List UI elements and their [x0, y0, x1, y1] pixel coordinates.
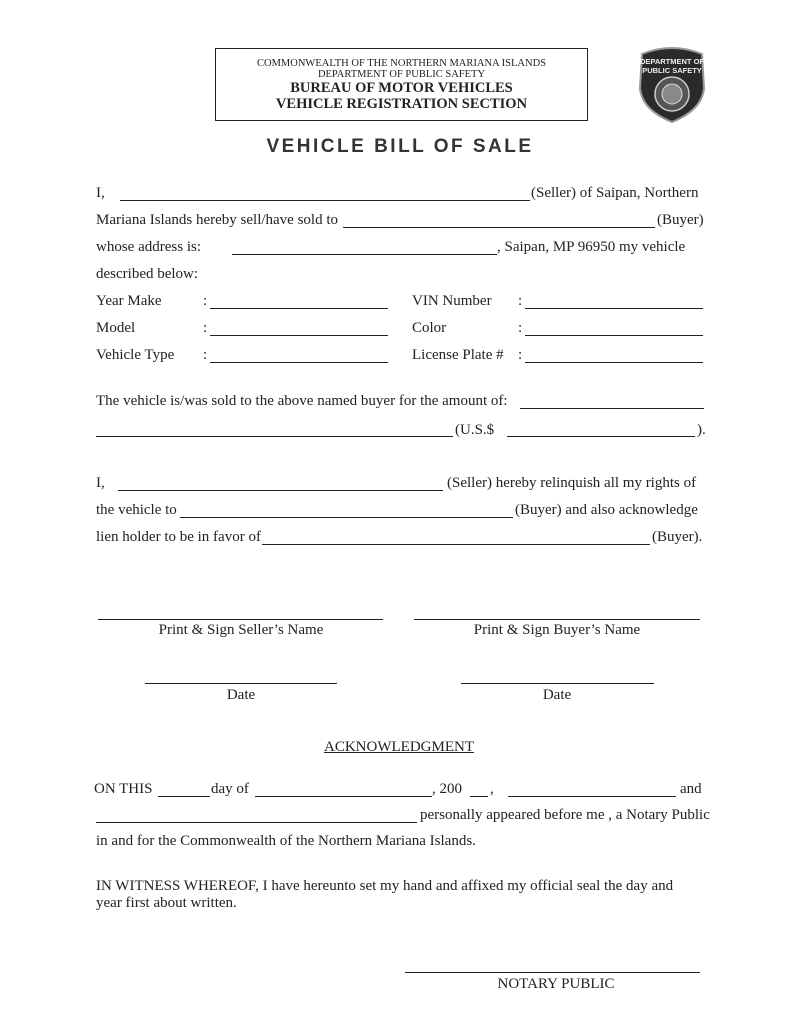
label-model: Model	[96, 320, 136, 336]
lien-holder-field[interactable]	[262, 544, 650, 545]
label-comma: ,	[490, 781, 494, 797]
label-color: Color	[412, 320, 447, 336]
label-amount: The vehicle is/was sold to the above named buyer for the amount of:	[96, 393, 508, 409]
label-license-plate: License Plate #	[412, 347, 504, 363]
day-field[interactable]	[158, 796, 210, 797]
label-i: I,	[96, 185, 105, 201]
relinquish-seller-field[interactable]	[118, 490, 443, 491]
color-field[interactable]	[525, 335, 703, 336]
label-buyer: (Buyer)	[657, 212, 704, 228]
label-usd: (U.S.$	[455, 422, 495, 438]
label-vin: VIN Number	[412, 293, 492, 309]
label-date: Date	[542, 687, 572, 703]
amount-words-field[interactable]	[96, 436, 453, 437]
appearing-party-field[interactable]	[508, 796, 676, 797]
label-year-make: Year Make	[96, 293, 162, 309]
label-on-this: ON THIS	[94, 781, 153, 797]
buyer-name-field[interactable]	[343, 227, 655, 228]
label-commonwealth: in and for the Commonwealth of the Northern Mariana Islands.	[96, 833, 476, 849]
label-date: Date	[226, 687, 256, 703]
label-seller-sign: Print & Sign Seller’s Name	[158, 622, 324, 638]
acknowledgment-heading: ACKNOWLEDGMENT	[324, 739, 474, 755]
colon: :	[203, 293, 208, 309]
usd-amount-field[interactable]	[507, 436, 695, 437]
header-line: VEHICLE REGISTRATION SECTION	[275, 96, 528, 112]
label-vehicle-to: the vehicle to	[96, 502, 177, 518]
notary-signature-field[interactable]	[405, 972, 700, 973]
year-make-field[interactable]	[210, 308, 388, 309]
label-buyer-sign: Print & Sign Buyer’s Name	[473, 622, 641, 638]
label-saipan: , Saipan, MP 96950 my vehicle	[497, 239, 686, 255]
seller-name-field[interactable]	[120, 200, 530, 201]
label-buyer-end: (Buyer).	[652, 529, 703, 545]
label-seller-of: (Seller) of Saipan, Northern	[531, 185, 699, 201]
label-i: I,	[96, 475, 105, 491]
label-appeared: personally appeared before me , a Notary Public	[420, 807, 710, 823]
colon: :	[203, 347, 208, 363]
buyer-date-field[interactable]	[461, 683, 654, 684]
colon: :	[518, 320, 523, 336]
svg-text:DEPARTMENT OF: DEPARTMENT OF	[639, 57, 705, 66]
header-box	[215, 48, 588, 121]
label-buyer-ack: (Buyer) and also acknowledge	[515, 502, 698, 518]
year-field[interactable]	[470, 796, 488, 797]
vehicle-type-field[interactable]	[210, 362, 388, 363]
label-sold-to: Mariana Islands hereby sell/have sold to	[96, 212, 339, 228]
seller-date-field[interactable]	[145, 683, 337, 684]
witness-line-1: IN WITNESS WHEREOF, I have hereunto set my hand and affixed my official seal the day and	[96, 878, 674, 894]
buyer-address-field[interactable]	[232, 254, 497, 255]
colon: :	[518, 293, 523, 309]
label-notary: NOTARY PUBLIC	[497, 976, 615, 992]
label-day-of: day of	[211, 781, 249, 797]
department-badge-logo	[636, 44, 708, 124]
month-field[interactable]	[255, 796, 432, 797]
amount-field[interactable]	[520, 408, 704, 409]
label-relinquish: (Seller) hereby relinquish all my rights of	[447, 475, 697, 491]
colon: :	[203, 320, 208, 336]
label-address: whose address is:	[96, 239, 201, 255]
license-plate-field[interactable]	[525, 362, 703, 363]
label-and: and	[680, 781, 702, 797]
colon: :	[518, 347, 523, 363]
header-line: DEPARTMENT OF PUBLIC SAFETY	[317, 69, 486, 80]
header-line: COMMONWEALTH OF THE NORTHERN MARIANA ISLANDS	[256, 58, 546, 69]
label-described: described below:	[96, 266, 199, 282]
header-line: BUREAU OF MOTOR VEHICLES	[290, 80, 513, 96]
model-field[interactable]	[210, 335, 388, 336]
label-close: ).	[697, 422, 706, 438]
relinquish-buyer-field[interactable]	[180, 517, 513, 518]
page-title: VEHICLE BILL OF SALE	[266, 136, 534, 157]
svg-text:PUBLIC SAFETY: PUBLIC SAFETY	[642, 66, 702, 75]
label-lien: lien holder to be in favor of	[96, 529, 261, 545]
seller-signature-field[interactable]	[98, 619, 383, 620]
label-year: , 200	[432, 781, 462, 797]
witness-line-2: year first about written.	[96, 895, 237, 911]
label-vehicle-type: Vehicle Type	[96, 347, 175, 363]
appearing-party-2-field[interactable]	[96, 822, 417, 823]
buyer-signature-field[interactable]	[414, 619, 700, 620]
vin-field[interactable]	[525, 308, 703, 309]
